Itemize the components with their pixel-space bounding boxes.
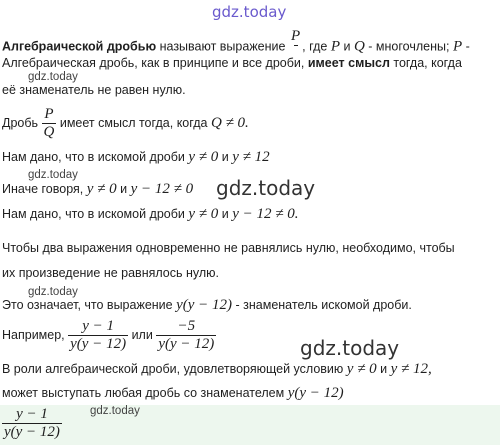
line-1: Алгебраической дробью называют выражение P , где P и Q - многочлены; P - [2, 28, 470, 55]
watermark-small: gdz.today [90, 405, 140, 417]
line-5: Нам дано, что в искомой дроби y ≠ 0 и y ≠ 12 [2, 149, 270, 165]
watermark-small: gdz.today [28, 169, 78, 181]
watermark-top: gdz.today [212, 3, 287, 21]
line-6: Иначе говоря, y ≠ 0 и y − 12 ≠ 0 [2, 181, 194, 197]
term-bold: Алгебраической дробью [2, 39, 157, 54]
example-fraction-1: $\frac{y - 1}{y(y - 12)}$ [70, 318, 127, 353]
watermark-small: gdz.today [28, 71, 78, 83]
fraction-p: P [289, 28, 302, 50]
line-9: их произведение не равнялось нулю. [2, 266, 220, 280]
line-3: её знаменатель не равен нулю. [2, 83, 186, 97]
answer-fraction: $\frac{y - 1}{y(y - 12)}$ [4, 406, 60, 441]
answer-line [2, 406, 62, 442]
line-7: Нам дано, что в искомой дроби y ≠ 0 и y − 12 ≠ 0. [2, 206, 299, 222]
line-10: Это означает, что выражение y(y − 12) - знаменатель искомой дроби. [2, 297, 412, 313]
fraction-p-over-q: $\frac{P}{Q}$ [43, 106, 55, 141]
watermark-small: gdz.today [28, 286, 78, 298]
watermark-big: gdz.today [216, 176, 316, 200]
line-8: Чтобы два выражения одновременно не равнялись нулю, необходимо, чтобы [2, 241, 455, 255]
watermark-big: gdz.today [300, 336, 400, 360]
line-13: может выступать любая дробь со знаменателем y(y − 12) [2, 385, 344, 401]
line-2: Алгебраическая дробь, как в принципе и все дроби, имеет смысл тогда, когда [2, 56, 462, 70]
line-4: Дробь $\frac{P}{Q}$ имеет смысл тогда, когда Q ≠ 0. [2, 106, 249, 141]
line-11: Например, $\frac{y - 1}{y(y - 12)}$ или $\frac{-5}{y(y - 12)}$ [2, 318, 215, 353]
line-12: В роли алгебраической дроби, удовлетворяющей условию y ≠ 0 и y ≠ 12, [2, 361, 432, 377]
answer-highlight [0, 405, 500, 445]
example-fraction-2: $\frac{-5}{y(y - 12)}$ [158, 318, 215, 353]
